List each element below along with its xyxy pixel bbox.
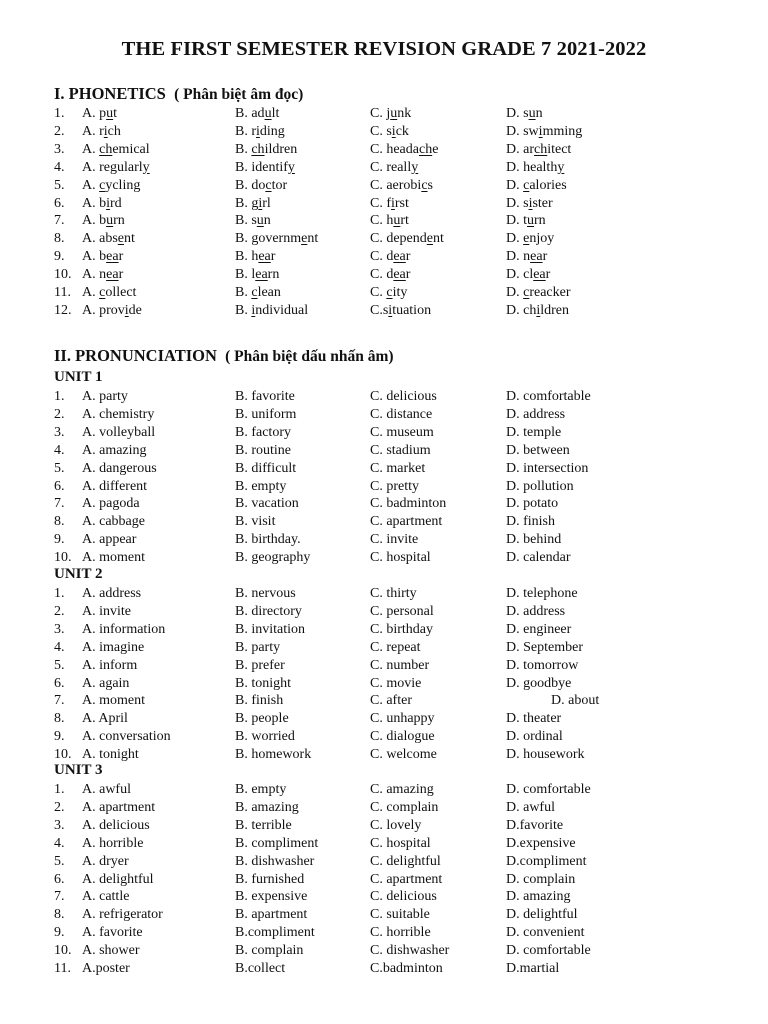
option-d: D. near — [506, 249, 548, 265]
item-number: 7. — [54, 693, 65, 709]
item-number: 8. — [54, 231, 65, 247]
item-number: 7. — [54, 889, 65, 905]
option-d: D. clear — [506, 267, 551, 283]
option-b: B. girl — [235, 195, 271, 211]
option-a: A. delightful — [82, 871, 154, 887]
item-number: 11. — [54, 285, 71, 300]
underlined-sound: ea — [393, 267, 406, 283]
option-b: B. identify — [235, 159, 295, 175]
option-b: B. prefer — [235, 657, 285, 673]
item-number: 5. — [54, 657, 65, 673]
option-c: C. sick — [370, 123, 409, 139]
option-d: D. comfortable — [506, 389, 591, 404]
underlined-sound: i — [106, 195, 111, 211]
phonetics-heading — [54, 84, 303, 104]
option-c: C. dialogue — [370, 729, 435, 745]
underlined-sound: c — [523, 285, 530, 300]
item-number: 2. — [54, 603, 65, 619]
option-c: C.badminton — [370, 961, 443, 976]
option-d: D. architect — [506, 141, 572, 157]
option-b: B. hear — [235, 249, 276, 265]
option-a: A. invite — [82, 603, 131, 619]
option-c: C. dishwasher — [370, 943, 450, 959]
option-c: C. market — [370, 460, 426, 476]
option-c: C. hospital — [370, 835, 431, 851]
option-b: B. complain — [235, 943, 304, 959]
item-number: 8. — [54, 907, 65, 923]
option-a: A. refrigerator — [82, 907, 163, 923]
option-d: D. children — [506, 302, 569, 318]
item-number: 2. — [54, 799, 65, 815]
option-c: C. dear — [370, 267, 411, 283]
underlined-sound: c — [251, 285, 258, 300]
option-c: C. distance — [370, 406, 433, 422]
item-number: 3. — [54, 141, 65, 157]
item-number: 4. — [54, 639, 65, 655]
option-d: D. potato — [506, 496, 559, 512]
option-d: D. delightful — [506, 907, 578, 923]
option-a: A. April — [82, 711, 128, 727]
option-a: A. collect — [82, 285, 137, 300]
underlined-sound: i — [391, 195, 395, 211]
option-d: D. turn — [506, 213, 546, 229]
item-number: 9. — [54, 532, 65, 548]
item-number: 9. — [54, 925, 65, 941]
item-number: 9. — [54, 249, 65, 265]
unit-heading: UNIT 3 — [54, 762, 103, 778]
option-a: A.poster — [82, 961, 130, 976]
option-b: B. dishwasher — [235, 853, 315, 869]
option-a: A. dryer — [82, 853, 129, 869]
item-number: 4. — [54, 835, 65, 851]
option-a: A. dangerous — [82, 460, 157, 476]
option-d: D. housework — [506, 747, 585, 763]
item-number: 11. — [54, 961, 71, 976]
option-a: A. pagoda — [82, 496, 140, 512]
pronunciation-heading-label: II. PRONUNCIATION — [54, 346, 217, 365]
unit-heading: UNIT 2 — [54, 566, 103, 582]
underlined-sound: ch — [534, 141, 548, 157]
option-c: C. delicious — [370, 889, 437, 905]
underlined-sound: y — [287, 159, 295, 175]
item-number: 7. — [54, 213, 65, 229]
option-b: B. directory — [235, 603, 302, 619]
option-b: B. amazing — [235, 799, 299, 815]
option-d: D. between — [506, 442, 570, 458]
underlined-sound: c — [386, 285, 393, 300]
option-c: C. horrible — [370, 925, 431, 941]
option-a: A. amazing — [82, 442, 147, 458]
option-c: C. invite — [370, 532, 419, 548]
item-number: 8. — [54, 711, 65, 727]
option-b: B. nervous — [235, 586, 296, 601]
option-c: C. dependent — [370, 231, 444, 247]
option-d: D. comfortable — [506, 782, 591, 797]
option-b: B. furnished — [235, 871, 305, 887]
option-b: B. people — [235, 711, 289, 727]
option-c: C. aerobics — [370, 177, 433, 193]
item-number: 3. — [54, 621, 65, 637]
option-c: C. museum — [370, 424, 434, 440]
option-a: A. burn — [82, 213, 125, 229]
option-b: B. homework — [235, 747, 312, 763]
option-d: D.martial — [506, 961, 560, 976]
option-a: A. put — [82, 106, 118, 121]
underlined-sound: u — [256, 213, 264, 229]
option-a: A. bird — [82, 195, 122, 211]
underlined-sound: u — [528, 106, 536, 121]
option-d: D. engineer — [506, 621, 572, 637]
option-a: A. delicious — [82, 817, 150, 833]
underlined-sound: i — [528, 195, 533, 211]
underlined-sound: i — [538, 123, 543, 139]
item-number: 4. — [54, 159, 65, 175]
option-d: D. theater — [506, 711, 562, 727]
item-number: 6. — [54, 195, 65, 211]
option-b: B. favorite — [235, 389, 295, 404]
option-a: A. again — [82, 675, 130, 691]
option-a: A. cycling — [82, 177, 141, 193]
underlined-sound: y — [557, 159, 565, 175]
option-c: C. pretty — [370, 478, 419, 494]
underlined-sound: c — [523, 177, 530, 193]
item-number: 9. — [54, 729, 65, 745]
option-c: C. repeat — [370, 639, 421, 655]
option-b: B. adult — [235, 106, 280, 121]
option-b: B. government — [235, 231, 319, 247]
item-number: 12. — [54, 302, 72, 318]
option-b: B. invitation — [235, 621, 305, 637]
option-d: D.expensive — [506, 835, 576, 851]
option-c: C. apartment — [370, 871, 443, 887]
option-b: B. birthday. — [235, 532, 301, 548]
option-a: A. awful — [82, 782, 131, 797]
option-a: A. tonight — [82, 747, 139, 763]
option-c: C. apartment — [370, 514, 443, 530]
item-number: 8. — [54, 514, 65, 530]
option-b: B. routine — [235, 442, 291, 458]
item-number: 3. — [54, 817, 65, 833]
option-b: B. apartment — [235, 907, 308, 923]
underlined-sound: ea — [393, 249, 406, 265]
item-number: 2. — [54, 123, 65, 139]
underlined-sound: i — [256, 123, 260, 139]
option-b: B. terrible — [235, 817, 292, 833]
option-d: D. ordinal — [506, 729, 563, 745]
option-d: D. convenient — [506, 925, 585, 941]
option-c: C. first — [370, 195, 409, 211]
underlined-sound: ea — [106, 249, 119, 265]
item-number: 10. — [54, 267, 72, 283]
option-b: B. learn — [235, 267, 280, 283]
underlined-sound: ea — [106, 267, 119, 283]
option-a: A. party — [82, 389, 128, 404]
option-c: C. personal — [370, 603, 434, 619]
underlined-sound: u — [390, 106, 398, 121]
option-c: C. birthday — [370, 621, 433, 637]
page-title: THE FIRST SEMESTER REVISION GRADE 7 2021-2022 — [121, 38, 647, 60]
option-b: B. riding — [235, 123, 285, 139]
underlined-sound: e — [426, 231, 433, 247]
option-b: B. compliment — [235, 835, 319, 851]
option-a: A. cabbage — [82, 514, 145, 530]
option-a: A. bear — [82, 249, 124, 265]
option-d: D. behind — [506, 532, 562, 548]
item-number: 10. — [54, 943, 72, 959]
option-c: C. stadium — [370, 442, 431, 458]
option-b: B. clean — [235, 285, 281, 300]
item-number: 5. — [54, 460, 65, 476]
option-b: B. vacation — [235, 496, 299, 512]
option-a: A. address — [82, 586, 142, 601]
option-b: B. tonight — [235, 675, 292, 691]
item-number: 10. — [54, 747, 72, 763]
option-b: B. individual — [235, 302, 309, 318]
option-c: C. thirty — [370, 586, 417, 601]
option-d: D. awful — [506, 799, 555, 815]
option-c: C.situation — [370, 302, 432, 318]
underlined-sound: u — [393, 213, 401, 229]
option-b: B. sun — [235, 213, 271, 229]
underlined-sound: u — [527, 213, 534, 229]
option-d: D.favorite — [506, 817, 564, 833]
option-d: D. goodbye — [506, 675, 572, 691]
option-c: C. delicious — [370, 389, 437, 404]
item-number: 4. — [54, 442, 65, 458]
option-d: D. intersection — [506, 460, 589, 476]
underlined-sound: e — [301, 231, 308, 247]
underlined-sound: e — [523, 231, 530, 247]
option-a: A. horrible — [82, 835, 144, 851]
underlined-sound: i — [391, 123, 396, 139]
option-d: D. address — [506, 406, 566, 422]
option-d: D. calendar — [506, 550, 571, 566]
option-d: D. telephone — [506, 586, 578, 601]
item-number: 6. — [54, 478, 65, 494]
item-number: 1. — [54, 782, 65, 797]
option-b: B. difficult — [235, 460, 297, 476]
option-c: C. amazing — [370, 782, 434, 797]
underlined-sound: i — [251, 302, 256, 318]
option-b: B. uniform — [235, 406, 297, 422]
option-d: D. enjoy — [506, 231, 555, 247]
option-c: C. number — [370, 657, 430, 673]
option-d: D. complain — [506, 871, 576, 887]
option-c: C. lovely — [370, 817, 422, 833]
item-number: 7. — [54, 496, 65, 512]
option-d: D. finish — [506, 514, 555, 530]
option-d: D. pollution — [506, 478, 574, 494]
underlined-sound: u — [264, 106, 272, 121]
option-b: B. finish — [235, 693, 284, 709]
option-d: D. healthy — [506, 159, 565, 175]
underlined-sound: c — [99, 177, 106, 193]
underlined-sound: ch — [418, 141, 433, 157]
option-c: C. hurt — [370, 213, 409, 229]
option-a: A. cattle — [82, 889, 130, 905]
underlined-sound: u — [106, 106, 114, 121]
underlined-sound: ea — [530, 249, 543, 265]
underlined-sound: e — [117, 231, 124, 247]
option-a: A. moment — [82, 550, 145, 566]
underlined-sound: c — [421, 177, 428, 193]
option-a: A. chemistry — [82, 406, 155, 422]
underlined-sound: u — [106, 213, 114, 229]
option-a: A. shower — [82, 943, 140, 959]
underlined-sound: ch — [99, 141, 113, 157]
underlined-sound: ch — [251, 141, 265, 157]
option-d: D. address — [506, 603, 566, 619]
option-a: A. regularly — [82, 159, 150, 175]
option-d: D. September — [506, 639, 583, 655]
option-b: B. geography — [235, 550, 311, 566]
option-a: A. inform — [82, 657, 138, 673]
option-a: A. provide — [82, 302, 142, 318]
option-c: C. unhappy — [370, 711, 435, 727]
option-d: D. comfortable — [506, 943, 591, 959]
item-number: 5. — [54, 177, 65, 193]
option-b: B. children — [235, 141, 298, 157]
option-c: C. headache — [370, 141, 439, 157]
option-b: B. expensive — [235, 889, 308, 905]
option-c: C. movie — [370, 675, 422, 691]
option-a: A. appear — [82, 532, 137, 548]
underlined-sound: ea — [258, 249, 271, 265]
underlined-sound: i — [536, 302, 541, 318]
item-number: 3. — [54, 424, 65, 440]
option-b: B. visit — [235, 514, 276, 530]
option-a: A. absent — [82, 231, 135, 247]
option-d: D. swimming — [506, 123, 583, 139]
option-d: D.compliment — [506, 853, 587, 869]
option-d: D. amazing — [506, 889, 571, 905]
option-d: D. sister — [506, 195, 553, 211]
option-c: C. dear — [370, 249, 411, 265]
option-b: B. factory — [235, 424, 291, 440]
option-a: A. near — [82, 267, 124, 283]
option-c: C. suitable — [370, 907, 430, 923]
underlined-sound: i — [103, 123, 108, 139]
item-number: 5. — [54, 853, 65, 869]
option-a: A. different — [82, 478, 148, 494]
option-c: C. junk — [370, 106, 412, 121]
option-a: A. chemical — [82, 141, 150, 157]
option-a: A. favorite — [82, 925, 143, 941]
underlined-sound: y — [142, 159, 150, 175]
option-a: A. moment — [82, 693, 145, 709]
underlined-sound: i — [124, 302, 129, 318]
pronunciation-subheading: ( Phân biệt dấu nhấn âm) — [225, 348, 394, 365]
item-number: 6. — [54, 871, 65, 887]
underlined-sound: ea — [533, 267, 546, 283]
underlined-sound: y — [411, 159, 419, 175]
unit-heading: UNIT 1 — [54, 369, 103, 385]
underlined-sound: ea — [255, 267, 268, 283]
option-d: D. calories — [506, 177, 567, 193]
option-c: C. badminton — [370, 496, 447, 512]
item-number: 10. — [54, 550, 72, 566]
option-d: D. creacker — [506, 285, 571, 300]
option-a: A. conversation — [82, 729, 171, 745]
phonetics-subheading: ( Phân biệt âm đọc) — [174, 86, 304, 103]
underlined-sound: i — [388, 302, 393, 318]
item-number: 2. — [54, 406, 65, 422]
underlined-sound: c — [99, 285, 106, 300]
option-b: B.compliment — [235, 925, 315, 941]
item-number: 1. — [54, 106, 65, 121]
phonetics-heading-label: I. PHONETICS — [54, 84, 166, 103]
item-number: 6. — [54, 675, 65, 691]
option-b: B. worried — [235, 729, 295, 745]
option-d: D. tomorrow — [506, 657, 579, 673]
option-a: A. imagine — [82, 639, 145, 655]
pronunciation-heading — [54, 346, 394, 366]
option-a: A. information — [82, 621, 166, 637]
option-b: B.collect — [235, 961, 286, 976]
item-number: 1. — [54, 586, 65, 601]
option-b: B. party — [235, 639, 281, 655]
option-c: C. after — [370, 693, 412, 709]
option-a: A. rich — [82, 123, 121, 139]
option-c: C. welcome — [370, 747, 437, 763]
option-a: A. apartment — [82, 799, 156, 815]
option-c: C. delightful — [370, 853, 441, 869]
option-c: C. hospital — [370, 550, 431, 566]
option-b: B. empty — [235, 782, 287, 797]
option-b: B. doctor — [235, 177, 288, 193]
option-d: D. about — [551, 693, 600, 709]
underlined-sound: c — [265, 177, 272, 193]
item-number: 1. — [54, 389, 65, 404]
option-c: C. city — [370, 285, 408, 300]
underlined-sound: i — [258, 195, 263, 211]
option-b: B. empty — [235, 478, 287, 494]
option-c: C. really — [370, 159, 419, 175]
option-c: C. complain — [370, 799, 439, 815]
option-d: D. sun — [506, 106, 543, 121]
option-d: D. temple — [506, 424, 562, 440]
option-a: A. volleyball — [82, 424, 156, 440]
